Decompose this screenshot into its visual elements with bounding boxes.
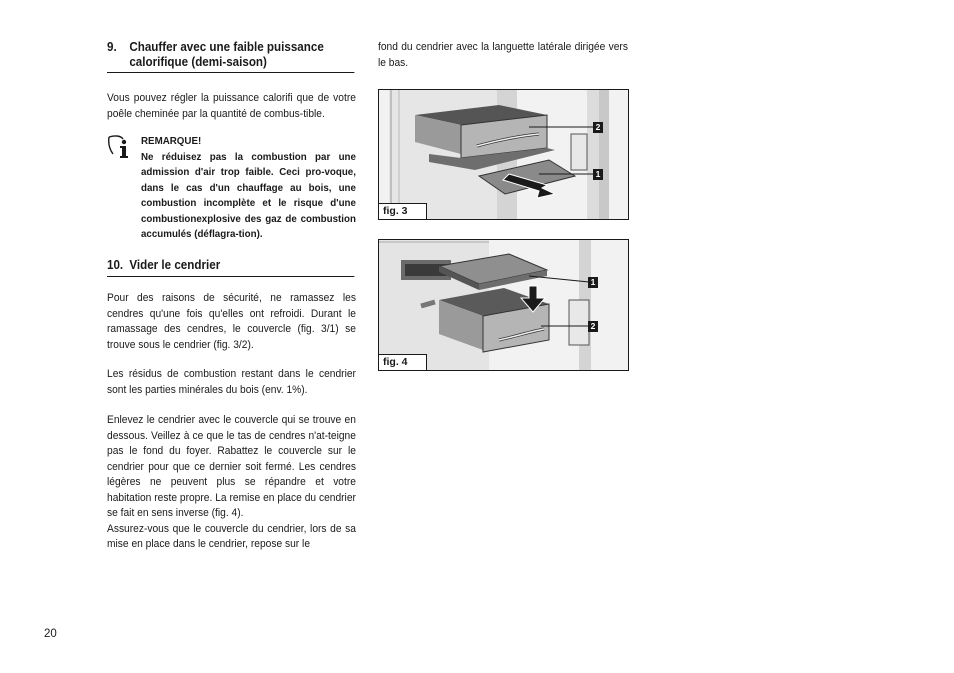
figure-4-label: fig. 4 (379, 354, 427, 370)
section-10-paragraph-2: Les résidus de combustion restant dans le cendrier sont les parties minérales du bois (env. 1%). (107, 368, 356, 396)
callout-badge: 1 (593, 169, 603, 180)
callout-badge: 1 (588, 277, 598, 288)
section-9-heading (107, 40, 355, 73)
figure-3 (378, 89, 629, 220)
page-number: 20 (44, 628, 57, 640)
section-10-number: 10. (107, 258, 124, 273)
section-10-title: Vider le cendrier (129, 258, 221, 273)
section-10-heading (107, 258, 355, 277)
remarque-note (107, 134, 356, 243)
section-9-paragraph: Vous pouvez régler la puissance calorifi que de votre poêle cheminée par la quantité de combus-tible. (107, 92, 356, 120)
section-10-paragraph-3: Enlevez le cendrier avec le couvercle qui se trouve en dessous. Veillez à ce que le tas de cendres n'at-teigne pas le fond du foyer. Rabattez le couvercle sur le cendrier pour que ce dernier soit fermé. Les cendres légères ne peuvent plus se répandre et votre habitation reste propre. La remise en place du cendrier se fait en sens inverse (fig. 4). (107, 414, 356, 520)
section-10-paragraph-1: Pour des raisons de sécurité, ne ramassez les cendres qu'une fois qu'elles ont refroidi. Durant le ramassage des cendres, le couvercle (fig. 3/1) se trouve sous le cendrier (fig. 3/2). (107, 292, 356, 351)
section-9-title-line2: calorifique (demi-saison) (129, 55, 267, 69)
figure-3-label: fig. 3 (379, 203, 427, 219)
section-9-number: 9. (107, 40, 117, 54)
callout-badge: 2 (588, 321, 598, 332)
ashtray-drawer-illustration (379, 90, 628, 219)
right-column-paragraph: fond du cendrier avec la languette latérale dirigée vers le bas. (378, 41, 628, 69)
figure-4 (378, 239, 629, 371)
right-column (378, 40, 628, 71)
info-icon (107, 134, 137, 160)
section-10-paragraph-4: Assurez-vous que le couvercle du cendrier, lors de sa mise en place dans le cendrier, repose sur le (107, 522, 356, 551)
section-9-title-line1: Chauffer avec une faible puissance (129, 40, 324, 54)
callout-badge: 2 (593, 122, 603, 133)
ashtray-lid-illustration (379, 240, 628, 370)
left-column (107, 40, 356, 553)
note-text: Ne réduisez pas la combustion par une admission d'air trop faible. Ceci pro-voque, dans le cas d'un chauffage au bois, une combustion incomplète et le risque d'une combustionexplosive des gaz de combustion accumulés (déflagra-tion). (141, 150, 356, 241)
note-label: REMARQUE! (141, 135, 202, 147)
